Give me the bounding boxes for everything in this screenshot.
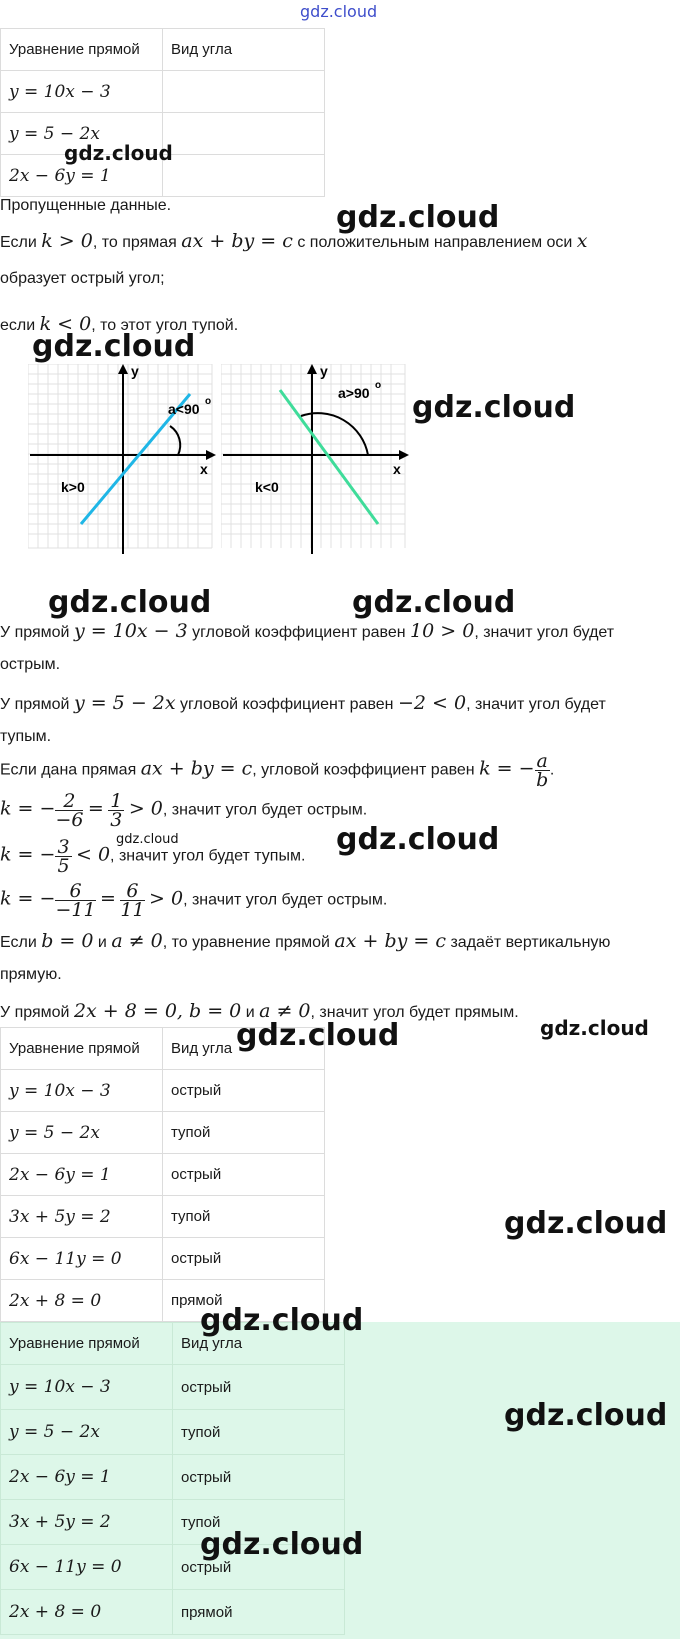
x-label: x xyxy=(393,461,401,477)
watermark: gdz.cloud xyxy=(200,1303,364,1338)
slope-label: k<0 xyxy=(255,479,279,495)
equation-cell: 2x − 6y = 1 xyxy=(9,1164,111,1185)
x-label: x xyxy=(200,461,208,477)
angle-cell xyxy=(163,113,325,155)
watermark: gdz.cloud xyxy=(336,822,500,857)
equation-cell: y = 5 − 2x xyxy=(9,1422,100,1442)
table-row xyxy=(1,1112,325,1154)
graph-negative-slope xyxy=(221,364,411,554)
angle-cell: тупой xyxy=(163,1196,325,1238)
angle-label: a>90 xyxy=(338,385,370,401)
header-angle: Вид угла xyxy=(173,1323,345,1365)
angle-cell: острый xyxy=(163,1154,325,1196)
header-equation: Уравнение прямой xyxy=(1,1323,173,1365)
solution-line-5: k = − $\frac{3}{5}$ < 0, значит угол будет тупым. xyxy=(0,836,306,877)
graph-positive-slope xyxy=(28,364,218,554)
table-row xyxy=(1,1196,325,1238)
solution-line-1b: острым. xyxy=(0,656,61,673)
degree-sign: o xyxy=(375,380,382,391)
angle-cell: тупой xyxy=(173,1410,345,1455)
equation-cell: 6x − 11y = 0 xyxy=(9,1248,122,1269)
watermark: gdz.cloud xyxy=(48,585,212,620)
solution-line-6: k = − $\frac{6}{-11}$ = $\frac{6}{11}$ > 0, значит угол будет острым. xyxy=(0,880,388,921)
watermark: gdz.cloud xyxy=(504,1206,668,1241)
y-label: y xyxy=(320,364,328,379)
slope-label: k>0 xyxy=(61,479,85,495)
angle-cell: тупой xyxy=(163,1112,325,1154)
rule-line-1: Если k > 0, то прямая ax + by = c с положительным направлением оси x xyxy=(0,230,588,252)
header-equation: Уравнение прямой xyxy=(1,1028,163,1070)
angle-cell: острый xyxy=(173,1455,345,1500)
equation-cell: 2x − 6y = 1 xyxy=(9,1467,111,1487)
watermark: gdz.cloud xyxy=(504,1398,668,1433)
equation-cell: y = 10x − 3 xyxy=(9,81,111,102)
table-row xyxy=(1,1365,345,1410)
watermark: gdz.cloud xyxy=(64,141,173,165)
watermark: gdz.cloud xyxy=(200,1527,364,1562)
angle-label: a<90 xyxy=(168,401,200,417)
solution-line-7: Если b = 0 и a ≠ 0, то уравнение прямой ax + by = c задаёт вертикальную xyxy=(0,930,611,952)
solution-line-3: Если дана прямая ax + by = c, угловой коэффициент равен k = − $\frac{a}{b}$ . xyxy=(0,750,555,791)
missing-data-text: Пропущенные данные. xyxy=(0,197,172,214)
equation-cell: y = 10x − 3 xyxy=(9,1080,111,1101)
rule-line-2: образует острый угол; xyxy=(0,270,165,287)
solution-line-8: У прямой 2x + 8 = 0, b = 0 и a ≠ 0, значит угол будет прямым. xyxy=(0,1000,519,1022)
y-label: y xyxy=(131,364,139,379)
equation-cell: y = 5 − 2x xyxy=(9,123,100,144)
watermark: gdz.cloud xyxy=(352,585,516,620)
equation-cell: 3x + 5y = 2 xyxy=(9,1206,111,1227)
table-row xyxy=(1,1238,325,1280)
equation-cell: y = 10x − 3 xyxy=(9,1377,111,1397)
angle-cell: прямой xyxy=(173,1590,345,1635)
angle-cell: острый xyxy=(163,1238,325,1280)
solution-line-2b: тупым. xyxy=(0,728,52,745)
equation-cell: 6x − 11y = 0 xyxy=(9,1557,122,1577)
angle-cell: острый xyxy=(173,1545,345,1590)
watermark: gdz.cloud xyxy=(336,200,500,235)
table-row xyxy=(1,1590,345,1635)
watermark: gdz.cloud xyxy=(540,1016,649,1040)
header-angle: Вид угла xyxy=(163,1028,325,1070)
header-angle: Вид угла xyxy=(163,29,325,71)
angle-cell: тупой xyxy=(173,1500,345,1545)
equation-cell: y = 5 − 2x xyxy=(9,1122,100,1143)
table-row xyxy=(1,71,325,113)
solution-line-4: k = − $\frac{2}{-6}$ = $\frac{1}{3}$ > 0, значит угол будет острым. xyxy=(0,790,368,831)
equation-cell: 2x + 8 = 0 xyxy=(9,1602,102,1622)
table-3 xyxy=(0,1322,345,1635)
table-row xyxy=(1,1455,345,1500)
angle-cell: острый xyxy=(173,1365,345,1410)
equation-cell: 3x + 5y = 2 xyxy=(9,1512,111,1532)
angle-arc xyxy=(170,426,180,455)
watermark: gdz.cloud xyxy=(236,1018,400,1053)
solution-line-2: У прямой y = 5 − 2x угловой коэффициент равен −2 < 0, значит угол будет xyxy=(0,692,606,714)
degree-sign: o xyxy=(205,396,212,407)
rule-line-3: если k < 0, то этот угол тупой. xyxy=(0,313,239,335)
watermark: gdz.cloud xyxy=(116,832,179,847)
solution-line-7b: прямую. xyxy=(0,966,62,983)
equation-cell: 2x + 8 = 0 xyxy=(9,1290,102,1311)
table-row xyxy=(1,1410,345,1455)
table-1 xyxy=(0,28,325,197)
angle-cell: прямой xyxy=(163,1280,325,1322)
table-2 xyxy=(0,1027,325,1322)
angle-cell: острый xyxy=(163,1070,325,1112)
angle-cell xyxy=(163,71,325,113)
table-header-row xyxy=(1,29,325,71)
table-row xyxy=(1,1070,325,1112)
header-equation: Уравнение прямой xyxy=(1,29,163,71)
watermark-top: gdz.cloud xyxy=(300,2,378,21)
watermark: gdz.cloud xyxy=(32,329,196,364)
angle-cell xyxy=(163,155,325,197)
table-row xyxy=(1,1154,325,1196)
solution-line-1: У прямой y = 10x − 3 угловой коэффициент равен 10 > 0, значит угол будет xyxy=(0,620,615,642)
watermark: gdz.cloud xyxy=(412,390,576,425)
equation-cell: 2x − 6y = 1 xyxy=(9,165,111,186)
